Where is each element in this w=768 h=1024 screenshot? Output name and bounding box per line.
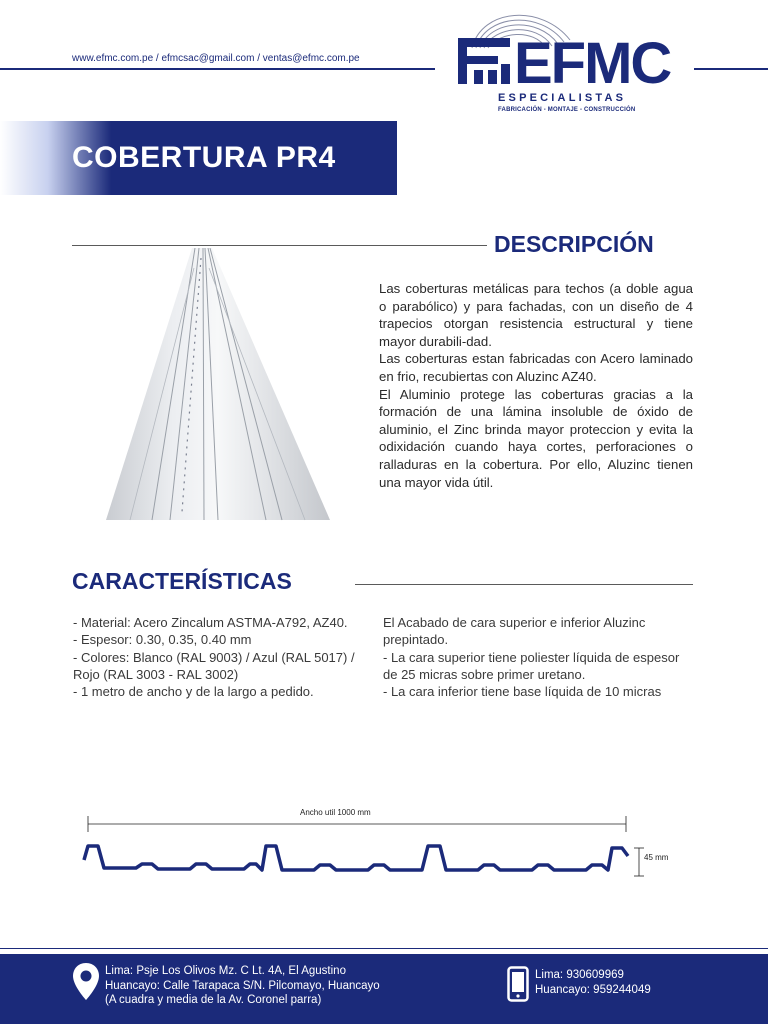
header-rule-left: [0, 68, 435, 70]
address-line: (A cuadra y media de la Av. Coronel parra): [105, 994, 322, 1006]
phone-line: Lima: 930609969: [535, 969, 624, 981]
characteristics-right-column: [383, 614, 693, 700]
company-logo: [452, 8, 692, 120]
characteristics-heading: CARACTERÍSTICAS: [72, 568, 292, 594]
logo-tagline: ESPECIALISTAS: [498, 92, 627, 104]
characteristic-item: - Colores: Blanco (RAL 9003) / Azul (RAL 5017) / Rojo (RAL 3003 - RAL 3002): [73, 649, 355, 682]
characteristic-item: - Espesor: 0.30, 0.35, 0.40 mm: [73, 632, 252, 648]
footer-phones: [535, 968, 651, 997]
description-rule: [72, 245, 487, 246]
profile-diagram: [76, 798, 696, 898]
characteristics-left-column: [73, 614, 368, 700]
width-dimension-label: Ancho util 1000 mm: [300, 808, 371, 817]
characteristic-item: - La cara inferior tiene base líquida de 10 micras: [383, 684, 662, 700]
characteristic-item: - Material: Acero Zincalum ASTMA-A792, AZ40.: [73, 615, 348, 630]
logo-subtagline: FABRICACIÓN - MONTAJE - CONSTRUCCIÓN: [498, 107, 636, 113]
characteristic-item: El Acabado de cara superior e inferior Aluzinc prepintado.: [383, 615, 646, 648]
location-pin-icon: [72, 962, 100, 1002]
characteristics-rule: [355, 584, 693, 585]
page-title: COBERTURA PR4: [72, 141, 336, 174]
characteristic-item: - La cara superior tiene poliester líquida de espesor de 25 micras sobre primer uretano.: [383, 649, 680, 682]
mobile-phone-icon: [507, 966, 529, 1002]
roof-sheet-image: [100, 248, 335, 528]
header-rule-right: [694, 68, 768, 70]
address-line: Huancayo: Calle Tarapaca S/N. Pilcomayo, Huancayo: [105, 979, 380, 992]
address-line: Lima: Psje Los Olivos Mz. C Lt. 4A, El Agustino: [105, 965, 346, 977]
footer-address: [105, 964, 380, 1008]
description-paragraph: El Aluminio protege las coberturas gracias a la formación de una lámina insoluble de óxido de aluminio, el Zinc brinda mayor proteccion y evita la odixidación cuando haya cortes, perforaciones o ralladuras en la cobertura. Por ello, Aluzinc tienen una mayor vida útil.: [379, 386, 693, 490]
description-paragraph: Las coberturas estan fabricadas con Acero laminado en frio, recubiertas con Aluzinc AZ40.: [379, 351, 693, 384]
title-banner: [0, 121, 397, 195]
logo-wordmark: EFMC: [514, 31, 671, 96]
description-text: [379, 280, 693, 491]
description-heading: DESCRIPCIÓN: [494, 231, 654, 257]
contact-info: www.efmc.com.pe / efmcsac@gmail.com / ventas@efmc.com.pe: [72, 53, 360, 64]
footer-rule: [0, 948, 768, 949]
phone-line: Huancayo: 959244049: [535, 983, 651, 996]
description-paragraph: Las coberturas metálicas para techos (a doble agua o parabólico) y para fachadas, con un diseño de 4 trapecios otorgan resistencia estructural y tiene mayor durabili-dad.: [379, 281, 693, 349]
height-dimension-label: 45 mm: [644, 853, 669, 862]
characteristic-item: - 1 metro de ancho y de la largo a pedido.: [73, 684, 314, 700]
